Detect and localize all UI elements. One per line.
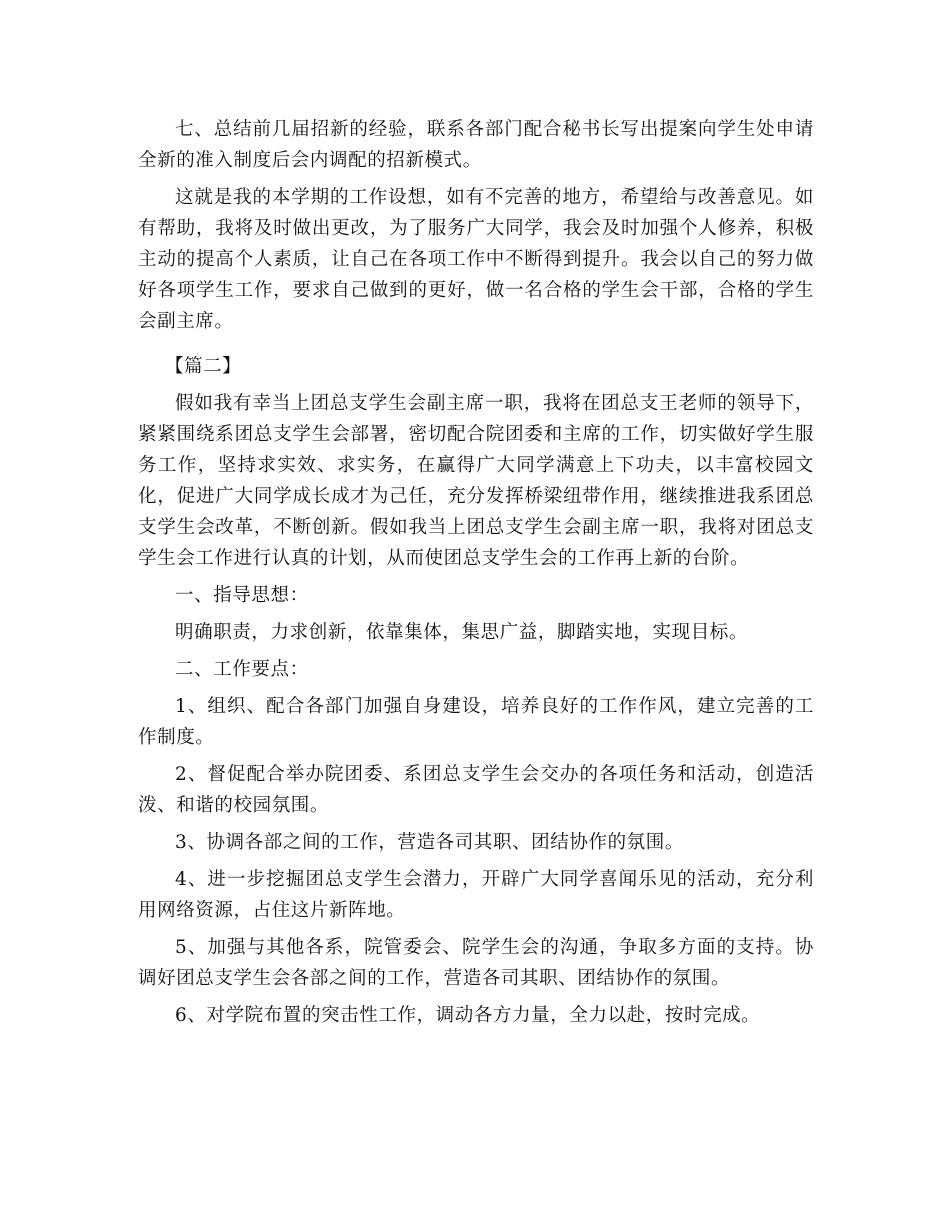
list-item-point-2: 2、督促配合举办院团委、系团总支学生会交办的各项任务和活动，创造活泼、和谐的校园氛围。 [138,764,814,816]
list-item-point-1: 1、组织、配合各部门加强自身建设，培养良好的工作作风，建立完善的工作制度。 [138,696,814,748]
paragraph-work-plan-summary: 这就是我的本学期的工作设想，如有不完善的地方，希望给与改善意见。如有帮助，我将及时做出更改，为了服务广大同学，我会及时加强个人修养，积极主动的提高个人素质，让自己在各项工作中不断得到提升。我会以自己的努力做好各项学生工作，要求自己做到的更好，做一名合格的学生会干部，合格的学生会副主席。 [138,187,814,332]
paragraph-item-seven: 七、总结前几届招新的经验，联系各部门配合秘书长写出提案向学生处申请全新的准入制度后会内调配的招新模式。 [138,119,814,171]
list-item-point-3: 3、协调各部之间的工作，营造各司其职、团结协作的氛围。 [175,832,684,853]
document-body [138,114,814,1037]
heading-guiding-thought: 一、指导思想： [175,585,309,606]
heading-work-points: 二、工作要点： [175,659,309,680]
list-item-point-6: 6、对学院布置的突击性工作，调动各方力量，全力以赴，按时完成。 [175,1005,761,1026]
list-item-point-5: 5、加强与其他各系，院管委会、院学生会的沟通，争取多方面的支持。协调好团总支学生会各部之间的工作，营造各司其职、团结协作的氛围。 [138,937,814,989]
paragraph-introduction: 假如我有幸当上团总支学生会副主席一职，我将在团总支王老师的领导下，紧紧围绕系团总支学生会部署，密切配合院团委和主席的工作，切实做好学生服务工作，坚持求实效、求实务，在赢得广大同学满意上下功夫，以丰富校园文化，促进广大同学成长成才为己任，充分发挥桥梁纽带作用，继续推进我系团总支学生会改革，不断创新。假如我当上团总支学生会副主席一职，我将对团总支学生会工作进行认真的计划，从而使团总支学生会的工作再上新的台阶。 [138,393,814,569]
paragraph-guiding-thought: 明确职责，力求创新，依靠集体，集思广益，脚踏实地，实现目标。 [175,622,749,643]
list-item-point-4: 4、进一步挖掘团总支学生会潜力，开辟广大同学喜闻乐见的活动，充分利用网络资源，占住这片新阵地。 [138,869,814,921]
section-heading-part-two: 【篇二】 [165,356,242,377]
